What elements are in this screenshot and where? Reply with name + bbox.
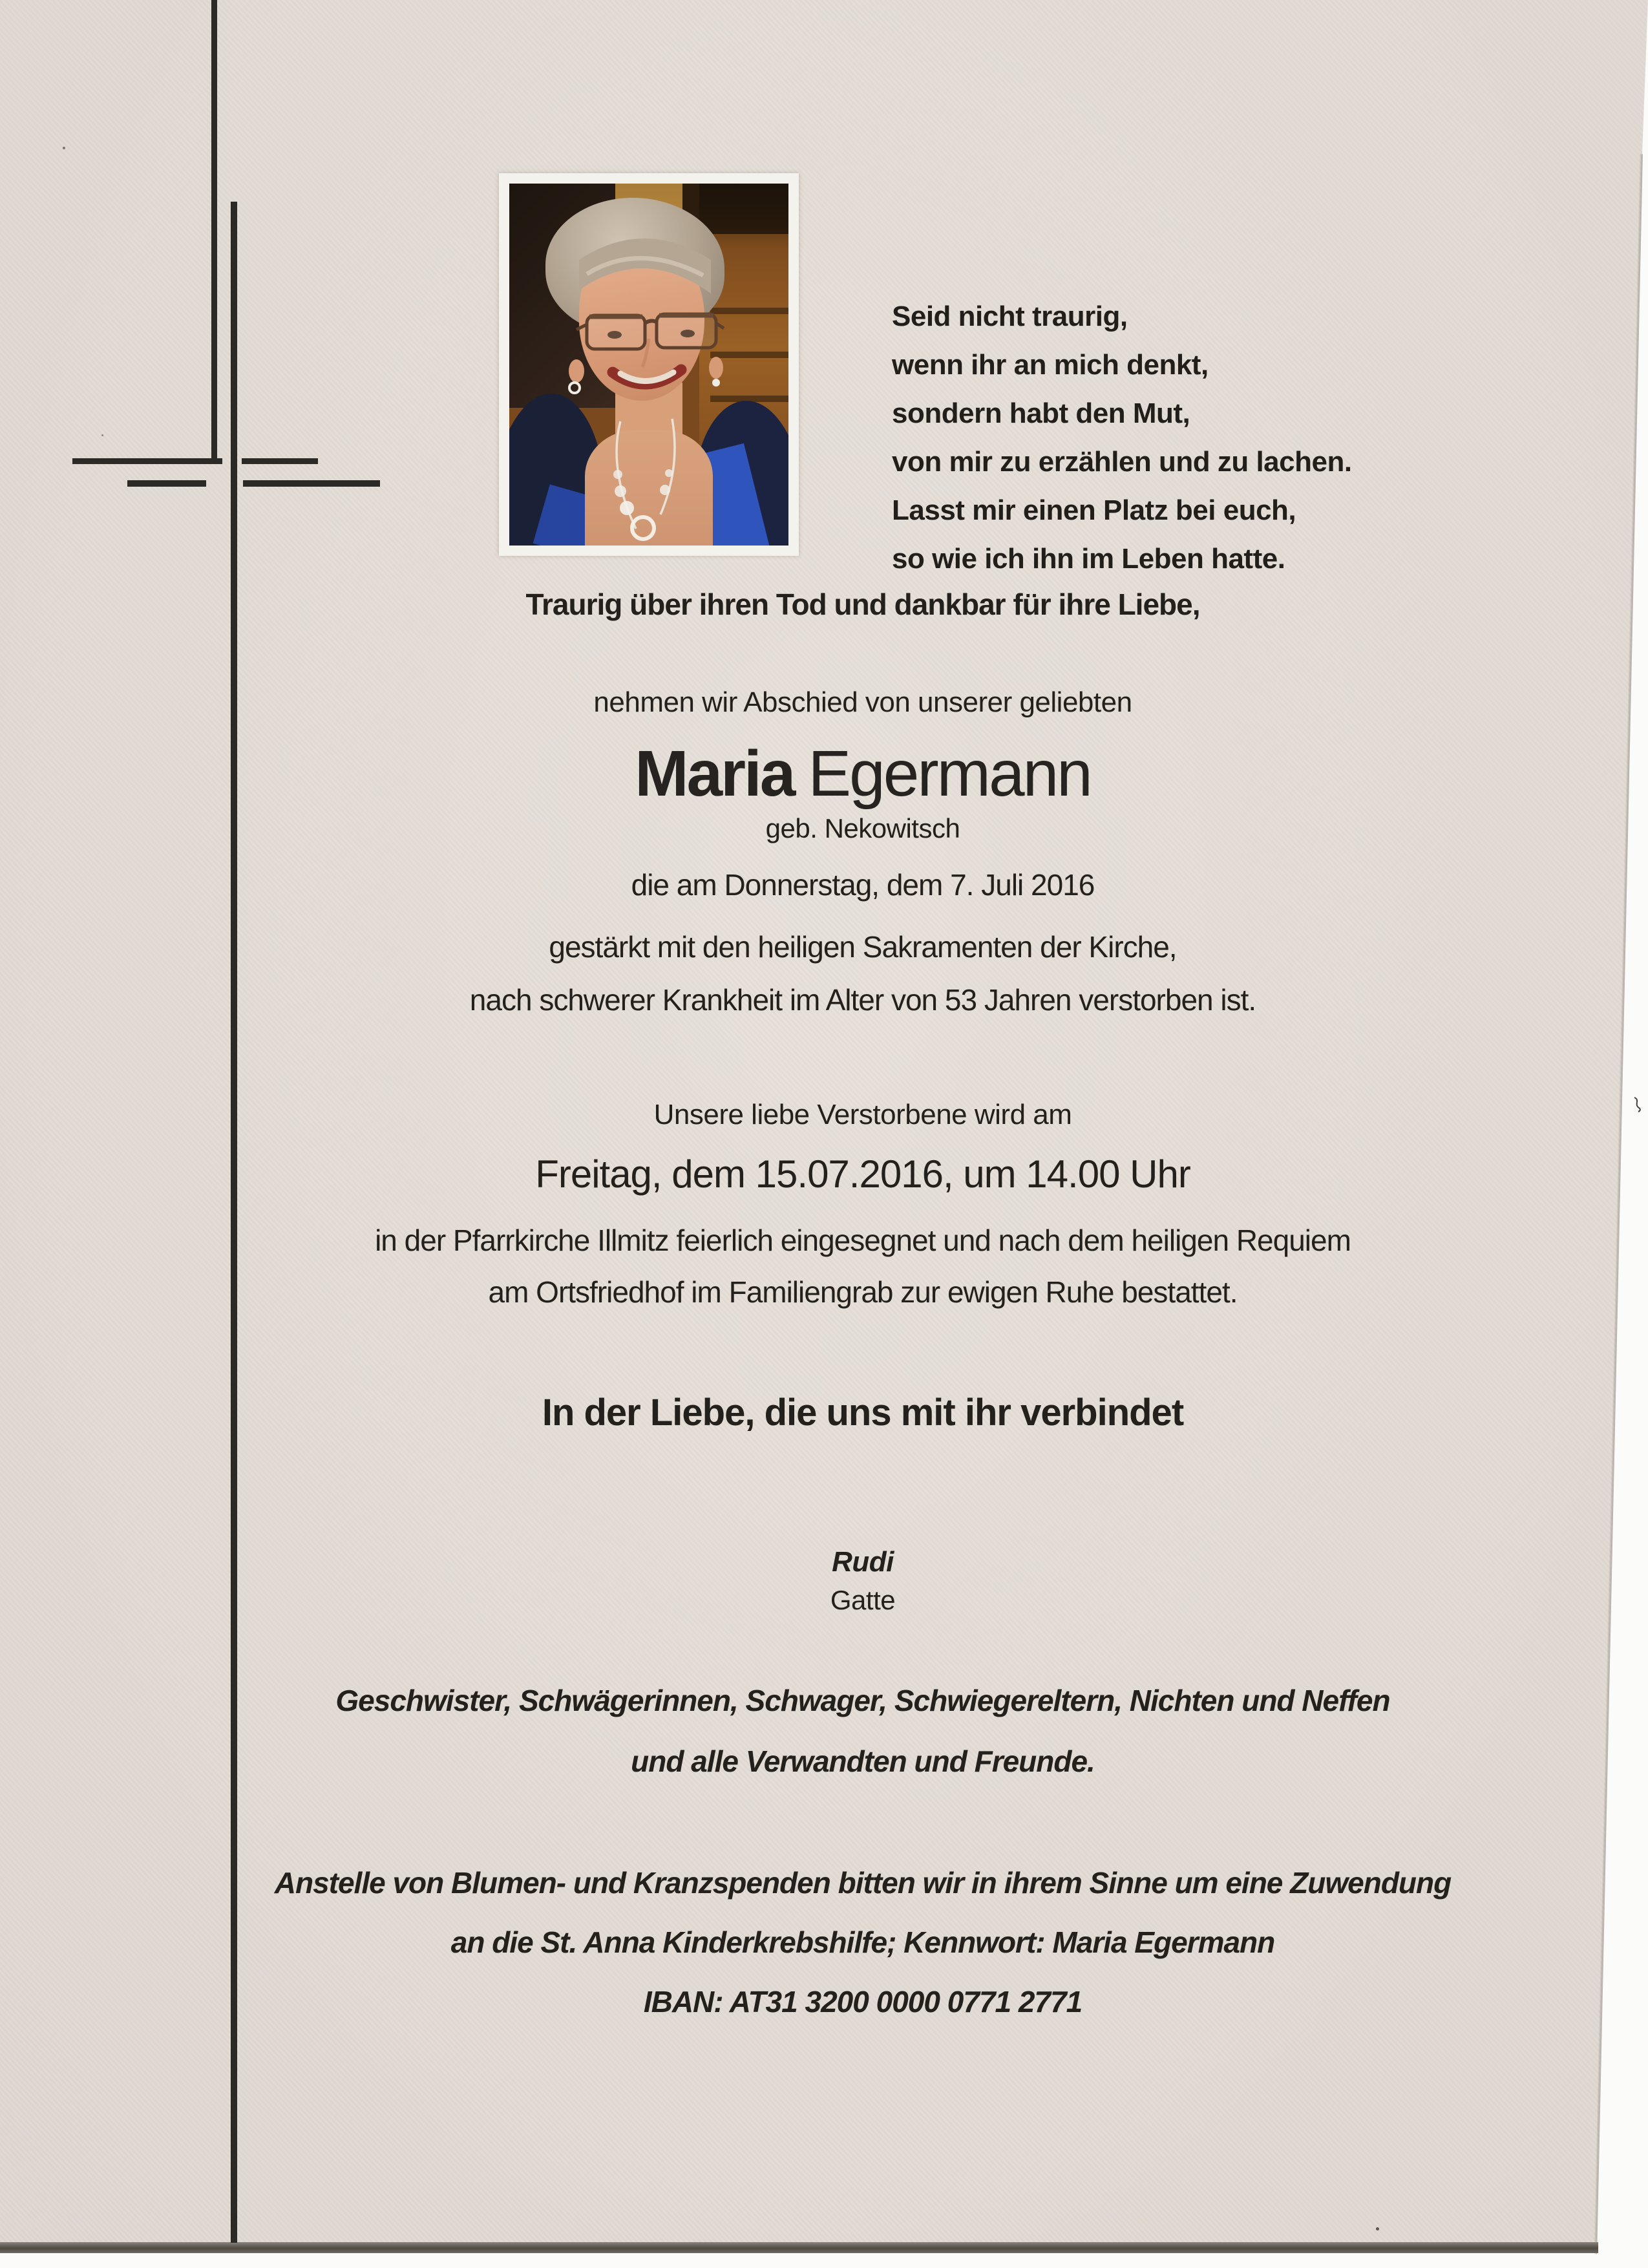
relatives-line-2: und alle Verwandten und Freunde.	[631, 1744, 1095, 1778]
deceased-first-name: Maria	[635, 737, 794, 810]
scan-squiggle-artifact	[1632, 1096, 1643, 1113]
deceased-name	[162, 737, 1564, 811]
death-date-line: die am Donnerstag, dem 7. Juli 2016	[631, 868, 1095, 902]
intro-line-1: Traurig über ihren Tod und dankbar für ihre Liebe,	[525, 588, 1200, 621]
scan-speck	[101, 434, 103, 436]
poem-line: Seid nicht traurig,	[892, 301, 1128, 332]
mourner-husband-relation: Gatte	[830, 1585, 896, 1615]
intro-line-2: nehmen wir Abschied von unserer geliebten	[593, 686, 1132, 718]
deceased-last-name: Egermann	[808, 737, 1091, 810]
donation-iban-line: IBAN: AT31 3200 0000 0771 2771	[643, 1985, 1083, 2019]
portrait-photo-frame	[499, 173, 799, 556]
donation-line-1: Anstelle von Blumen- und Kranzspenden bitten wir in ihrem Sinne um eine Zuwendung	[274, 1866, 1452, 1900]
poem-line: Lasst mir einen Platz bei euch,	[892, 494, 1296, 526]
illness-line: nach schwerer Krankheit im Alter von 53 Jahren verstorben ist.	[469, 983, 1256, 1017]
scan-speck	[1376, 2227, 1379, 2231]
sacraments-line: gestärkt mit den heiligen Sakramenten der Kirche,	[549, 930, 1177, 964]
closing-line: In der Liebe, die uns mit ihr verbindet	[542, 1392, 1184, 1434]
poem-line: von mir zu erzählen und zu lachen.	[892, 446, 1352, 478]
funeral-church-line: in der Pfarrkirche Illmitz feierlich eingesegnet und nach dem heiligen Requiem	[375, 1224, 1351, 1257]
mourner-husband-name: Rudi	[832, 1546, 894, 1578]
poem-line: so wie ich ihn im Leben hatte.	[892, 543, 1285, 575]
poem-line: wenn ihr an mich denkt,	[892, 349, 1209, 381]
funeral-datetime-line: Freitag, dem 15.07.2016, um 14.00 Uhr	[535, 1152, 1190, 1196]
memorial-poem	[892, 292, 1352, 583]
scan-speck	[63, 147, 65, 149]
poem-line: sondern habt den Mut,	[892, 397, 1190, 429]
birth-name: geb. Nekowitsch	[765, 813, 960, 843]
donation-line-2: an die St. Anna Kinderkrebshilfe; Kennwort: Maria Egermann	[450, 1925, 1275, 1959]
relatives-line-1: Geschwister, Schwägerinnen, Schwager, Schwiegereltern, Nichten und Neffen	[335, 1684, 1390, 1717]
funeral-burial-line: am Ortsfriedhof im Familiengrab zur ewigen Ruhe bestattet.	[488, 1275, 1238, 1309]
funeral-intro-line: Unsere liebe Verstorbene wird am	[653, 1099, 1072, 1130]
portrait-photo	[509, 184, 788, 546]
portrait-illustration	[509, 184, 788, 546]
